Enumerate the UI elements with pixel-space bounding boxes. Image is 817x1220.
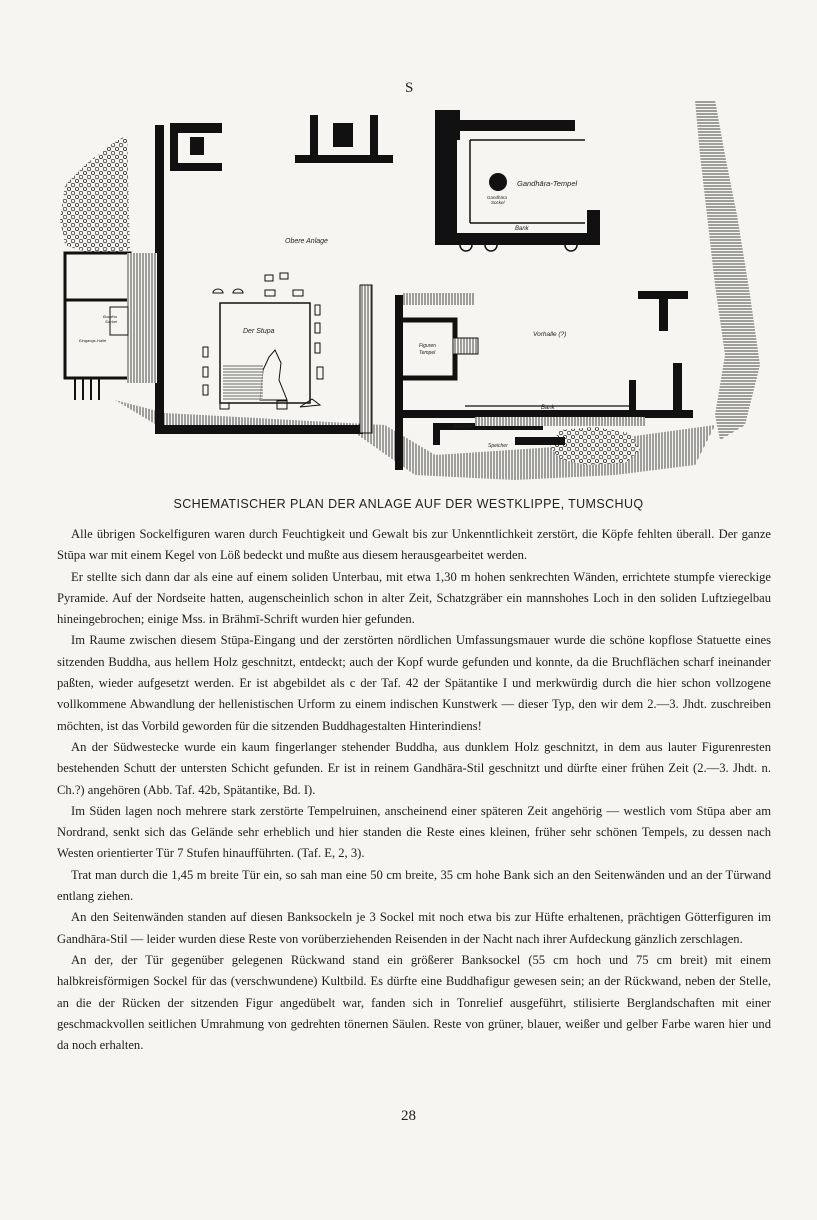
label-obere-anlage: Obere Anlage: [285, 238, 328, 245]
wall-top-mid-c: [370, 115, 378, 160]
label-speicher-2: Speicher: [488, 443, 508, 449]
compass-south-label: S: [405, 80, 414, 96]
label-vorhalle: Vorhalle (?): [533, 331, 567, 338]
label-gandhara-sockel-1: Gandhāra: [487, 195, 508, 200]
label-figuren-tempel-2: Tempel: [419, 350, 436, 356]
wall-top-mid-a: [295, 155, 393, 163]
paragraph: Im Raume zwischen diesem Stūpa-Eingang und der zerstörten nördlichen Umfassungsmauer wurde die schöne kopflose Statuette eines sitzenden Buddha, aus hellem Holz geschnitzt, entdeckt; auch der Kopf wurde gefunden und konnte, da die Bruchflächen scharf ineinander paßten, wieder aufgesetzt werden. Er ist abgebildet als c der Taf. 42 der Spätantike I und merkwürdig durch die hier schon vollzogene vollkommene Abwandlung der hellenistischen Urform zu einem indischen Kunstwerk — dieser Typ, den wir dem 2.—3. Jhdt. zuschreiben möchten, ist das Vorbild geworden für die sitzenden Buddhagestalten Hinterindiens!: [57, 633, 771, 733]
wall-top-mid-b: [310, 115, 318, 160]
paragraph: Trat man durch die 1,45 m breite Tür ein, so sah man eine 50 cm breite, 35 cm hohe Bank sich an den Seitenwänden und an der Türwand entlang ziehen.: [57, 867, 771, 904]
label-gandhara-tempel: Gandhāra-Tempel: [517, 179, 578, 188]
label-bank-top: Bank: [515, 226, 529, 232]
gandhara-sockel-marker: [489, 173, 507, 191]
stupa-brick-hatch: [223, 365, 263, 400]
wall-top-left-c: [170, 163, 222, 171]
rubble-bottom-right: [550, 427, 640, 465]
speicher-wall-c: [515, 437, 565, 445]
site-plan-figure: [55, 95, 770, 490]
main-wall-right-hatched: [360, 285, 372, 433]
figure-temple-outline: [400, 320, 455, 378]
label-buddha-sockel-2: Sockel: [105, 319, 118, 324]
vorhalle-wall-post: [659, 291, 668, 331]
rubble-top-left: [60, 135, 130, 255]
paragraph: Im Süden lagen noch mehrere stark zerstörte Tempelruinen, anscheinend einer späteren Zeit angehörig — westlich vom Stūpa aber am Nordrand, senkt sich das Gelände sehr erheblich und hier standen die Reste eines kleinen, früher sehr schönen Tempels, zu dessen nach Westen orientierter Tür 7 Stufen hinaufführten. (Taf. E, 2, 3).: [57, 803, 771, 861]
main-wall-bottom: [155, 425, 363, 434]
paragraph: Er stellte sich dann dar als eine auf einem soliden Unterbau, mit etwa 1,30 m hohen senkrechten Wänden, errichtete stumpfe viereckige Pyramide. Auf der Nordseite hatten, augenscheinlich schon in alter Zeit, Schatzgräber ein mannshohes Loch in den soliden Luftziegelbau hineingebrochen; einige Mss. in Brāhmī-Schrift wurden hier gefunden.: [57, 569, 771, 627]
label-gandhara-sockel-2: Sockel: [491, 200, 505, 205]
paragraph: An den Seitenwänden standen auf diesen Banksockeln je 3 Sockel mit noch etwa bis zur Hüfte erhaltenen, prächtigen Götterfiguren im Gandhāra-Stil — leider wurden diese Reste von vorüberziehenden Reisenden in der Nacht nach ihrer Aufdeckung gänzlich zerschlagen.: [57, 910, 771, 946]
label-eingangs-halle: Eingangs-Halle: [79, 338, 107, 343]
cliff-hatching-right: [695, 100, 760, 440]
bank-arches-top: [460, 245, 577, 251]
site-plan-drawing: [55, 95, 770, 490]
pillar-top-mid: [333, 123, 353, 147]
label-der-stupa: Der Stupa: [243, 328, 275, 335]
speicher-hatch: [475, 417, 645, 426]
stupa-breach: [260, 350, 287, 400]
paragraph: An der Südwestecke wurde ein kaum fingerlanger stehender Buddha, aus dunklem Holz geschnitzt, in dem aus lauter Figurenresten bestehenden Schutt der untersten Schicht gefunden. Er ist in reinem Gandhāra-Stil geschnitzt und dürfte einer frühen Zeit (2.—3. Jhdt. n. Ch.?) angehören (Abb. Taf. 42b, Spätantike, Bd. I).: [57, 739, 771, 797]
label-bank-bottom: Bank: [541, 405, 555, 411]
speicher-wall-b: [433, 423, 440, 445]
bank-wall: [403, 410, 693, 418]
body-text: [57, 524, 771, 1056]
entrance-hall-hatch: [127, 253, 157, 383]
label-buddha-sockel-1: Buddha: [103, 314, 117, 319]
entrance-steps: [75, 378, 99, 400]
label-speicher-1: Speicher: [453, 424, 473, 430]
vorhalle-wall-mid: [629, 380, 636, 415]
entrance-hall-outline: [65, 253, 130, 378]
figure-caption: SCHEMATISCHER PLAN DER ANLAGE AUF DER WESTKLIPPE, TUMSCHUQ: [173, 497, 644, 511]
figure-temple-door: [453, 338, 478, 354]
paragraph: Alle übrigen Sockelfiguren waren durch Feuchtigkeit und Gewalt bis zur Unkenntlichkeit zerstört, die Köpfe fehlten überall. Der ganze Stūpa war mit einem Kegel von Löß bedeckt und mußte aus diesem herausgearbeitet werden.: [57, 527, 771, 563]
pillar-top-left: [190, 137, 204, 155]
vorhalle-wall-right: [673, 363, 682, 418]
gandhara-temple-wall-right: [587, 210, 600, 245]
center-wall-hatch: [403, 293, 475, 305]
gandhara-temple-wall-left2: [450, 110, 460, 140]
label-figuren-tempel-1: Figuren: [419, 343, 436, 349]
page-number: 28: [401, 1108, 416, 1124]
gandhara-temple-wall-bottom: [435, 233, 600, 245]
paragraph: An der, der Tür gegenüber gelegenen Rückwand stand ein größerer Banksockel (55 cm hoch und 75 cm breit) mit einem halbkreisförmigen Sockel für das (verschwundene) Kultbild. Es dürfte eine Buddhafigur gewesen sein; an der Rückwand, neben der Stelle, an die der Rücken der sitzenden Figur angedübelt war, fanden sich in Tonrelief ausgeführt, stilisierte Berglandschaften mit einer geschmackvollen seitlichen Umrahmung von gedrehten tönernen Säulen. Reste von grüner, blauer, weißer und gelber Farbe waren hier und da noch erhalten.: [57, 952, 771, 1053]
